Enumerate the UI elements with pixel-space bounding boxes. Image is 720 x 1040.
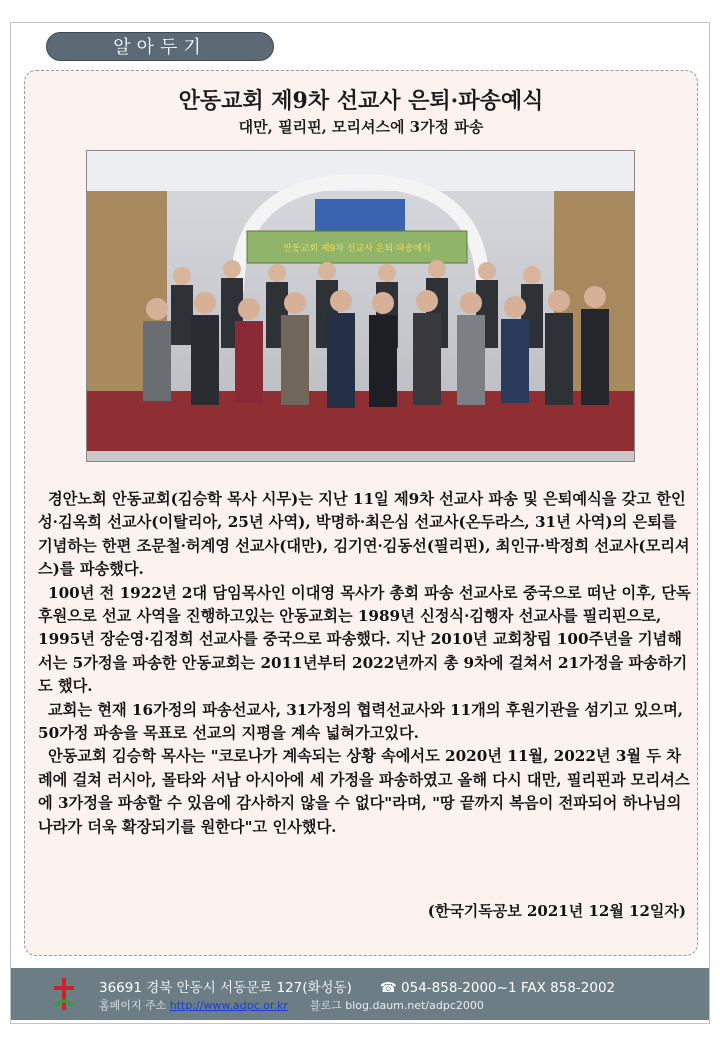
group-photo — [86, 150, 635, 462]
article-paragraph: 경안노회 안동교회(김승학 목사 시무)는 지난 11일 제9차 선교사 파송 및 은퇴예식을 갖고 한인성·김옥희 선교사(이탈리아, 25년 사역), 박명하·최은심 선교사(온두라스, 31년 사역)의 은퇴를 기념하는 한편 조문철·허계영 선교사(대만), 김기연·김동선(필리핀), 최인규·박정희 선교사(모리셔스)를 파송했다. — [38, 490, 690, 579]
blog-label: 블로그 — [309, 999, 342, 1012]
footer-address: 36691 경북 안동시 서동문로 127(화성동) — [99, 980, 352, 996]
blog-link[interactable]: blog.daum.net/adpc2000 — [345, 999, 484, 1012]
banner-text: 안동교회 제9차 선교사 은퇴·파송예식 — [283, 244, 431, 254]
section-tab: 알아두기 — [46, 32, 274, 61]
footer — [11, 968, 709, 1020]
article-body — [38, 488, 692, 839]
article-subheadline: 대만, 필리핀, 모리셔스에 3가정 파송 — [238, 118, 484, 136]
church-logo-icon — [51, 976, 77, 1012]
footer-phone: ☎ 054-858-2000~1 FAX 858-2002 — [379, 980, 616, 996]
article-paragraph: 100년 전 1922년 2대 담임목사인 이대영 목사가 총회 파송 선교사로 중국으로 떠난 이후, 단독 후원으로 선교 사역을 진행하고있는 안동교회는 1989년 신정식·김행자 선교사를 필리핀으로, 1995년 장순영·김정희 선교사를 중국으로 파송했다. 지난 2010년 교회창립 100주년을 기념해서는 5가정을 파송한 안동교회는 2011년부터 2022년까지 총 9차에 걸쳐서 21가정을 파송하기도 했다. — [38, 583, 691, 696]
footer-contact — [99, 976, 615, 996]
article-headline: 안동교회 제9차 선교사 은퇴·파송예식 — [178, 88, 544, 114]
footer-links — [99, 997, 484, 1013]
article-paragraph: 교회는 현재 16가정의 파송선교사, 31가정의 협력선교사와 11개의 후원기관을 섬기고 있으며, 50가정 파송을 목표로 선교의 지평을 계속 넓혀가고있다. — [38, 700, 684, 743]
homepage-label: 홈페이지 주소 — [99, 999, 167, 1012]
article-source: (한국기독공보 2021년 12월 12일자) — [427, 902, 686, 920]
group-photo-image — [87, 151, 634, 461]
homepage-link[interactable]: http://www.adpc.or.kr — [169, 999, 288, 1012]
article-paragraph: 안동교회 김승학 목사는 "코로나가 계속되는 상황 속에서도 2020년 11월, 2022년 3월 두 차례에 걸쳐 러시아, 몰타와 서남 아시아에 세 가정을 파송하였고 올해 다시 대만, 필리핀과 모리셔스에 3가정을 파송할 수 있음에 감사하지 않을 수 없다"라며, "땅 끝까지 복음이 전파되어 하나님의 나라가 더욱 확장되기를 원한다"고 인사했다. — [38, 747, 690, 836]
